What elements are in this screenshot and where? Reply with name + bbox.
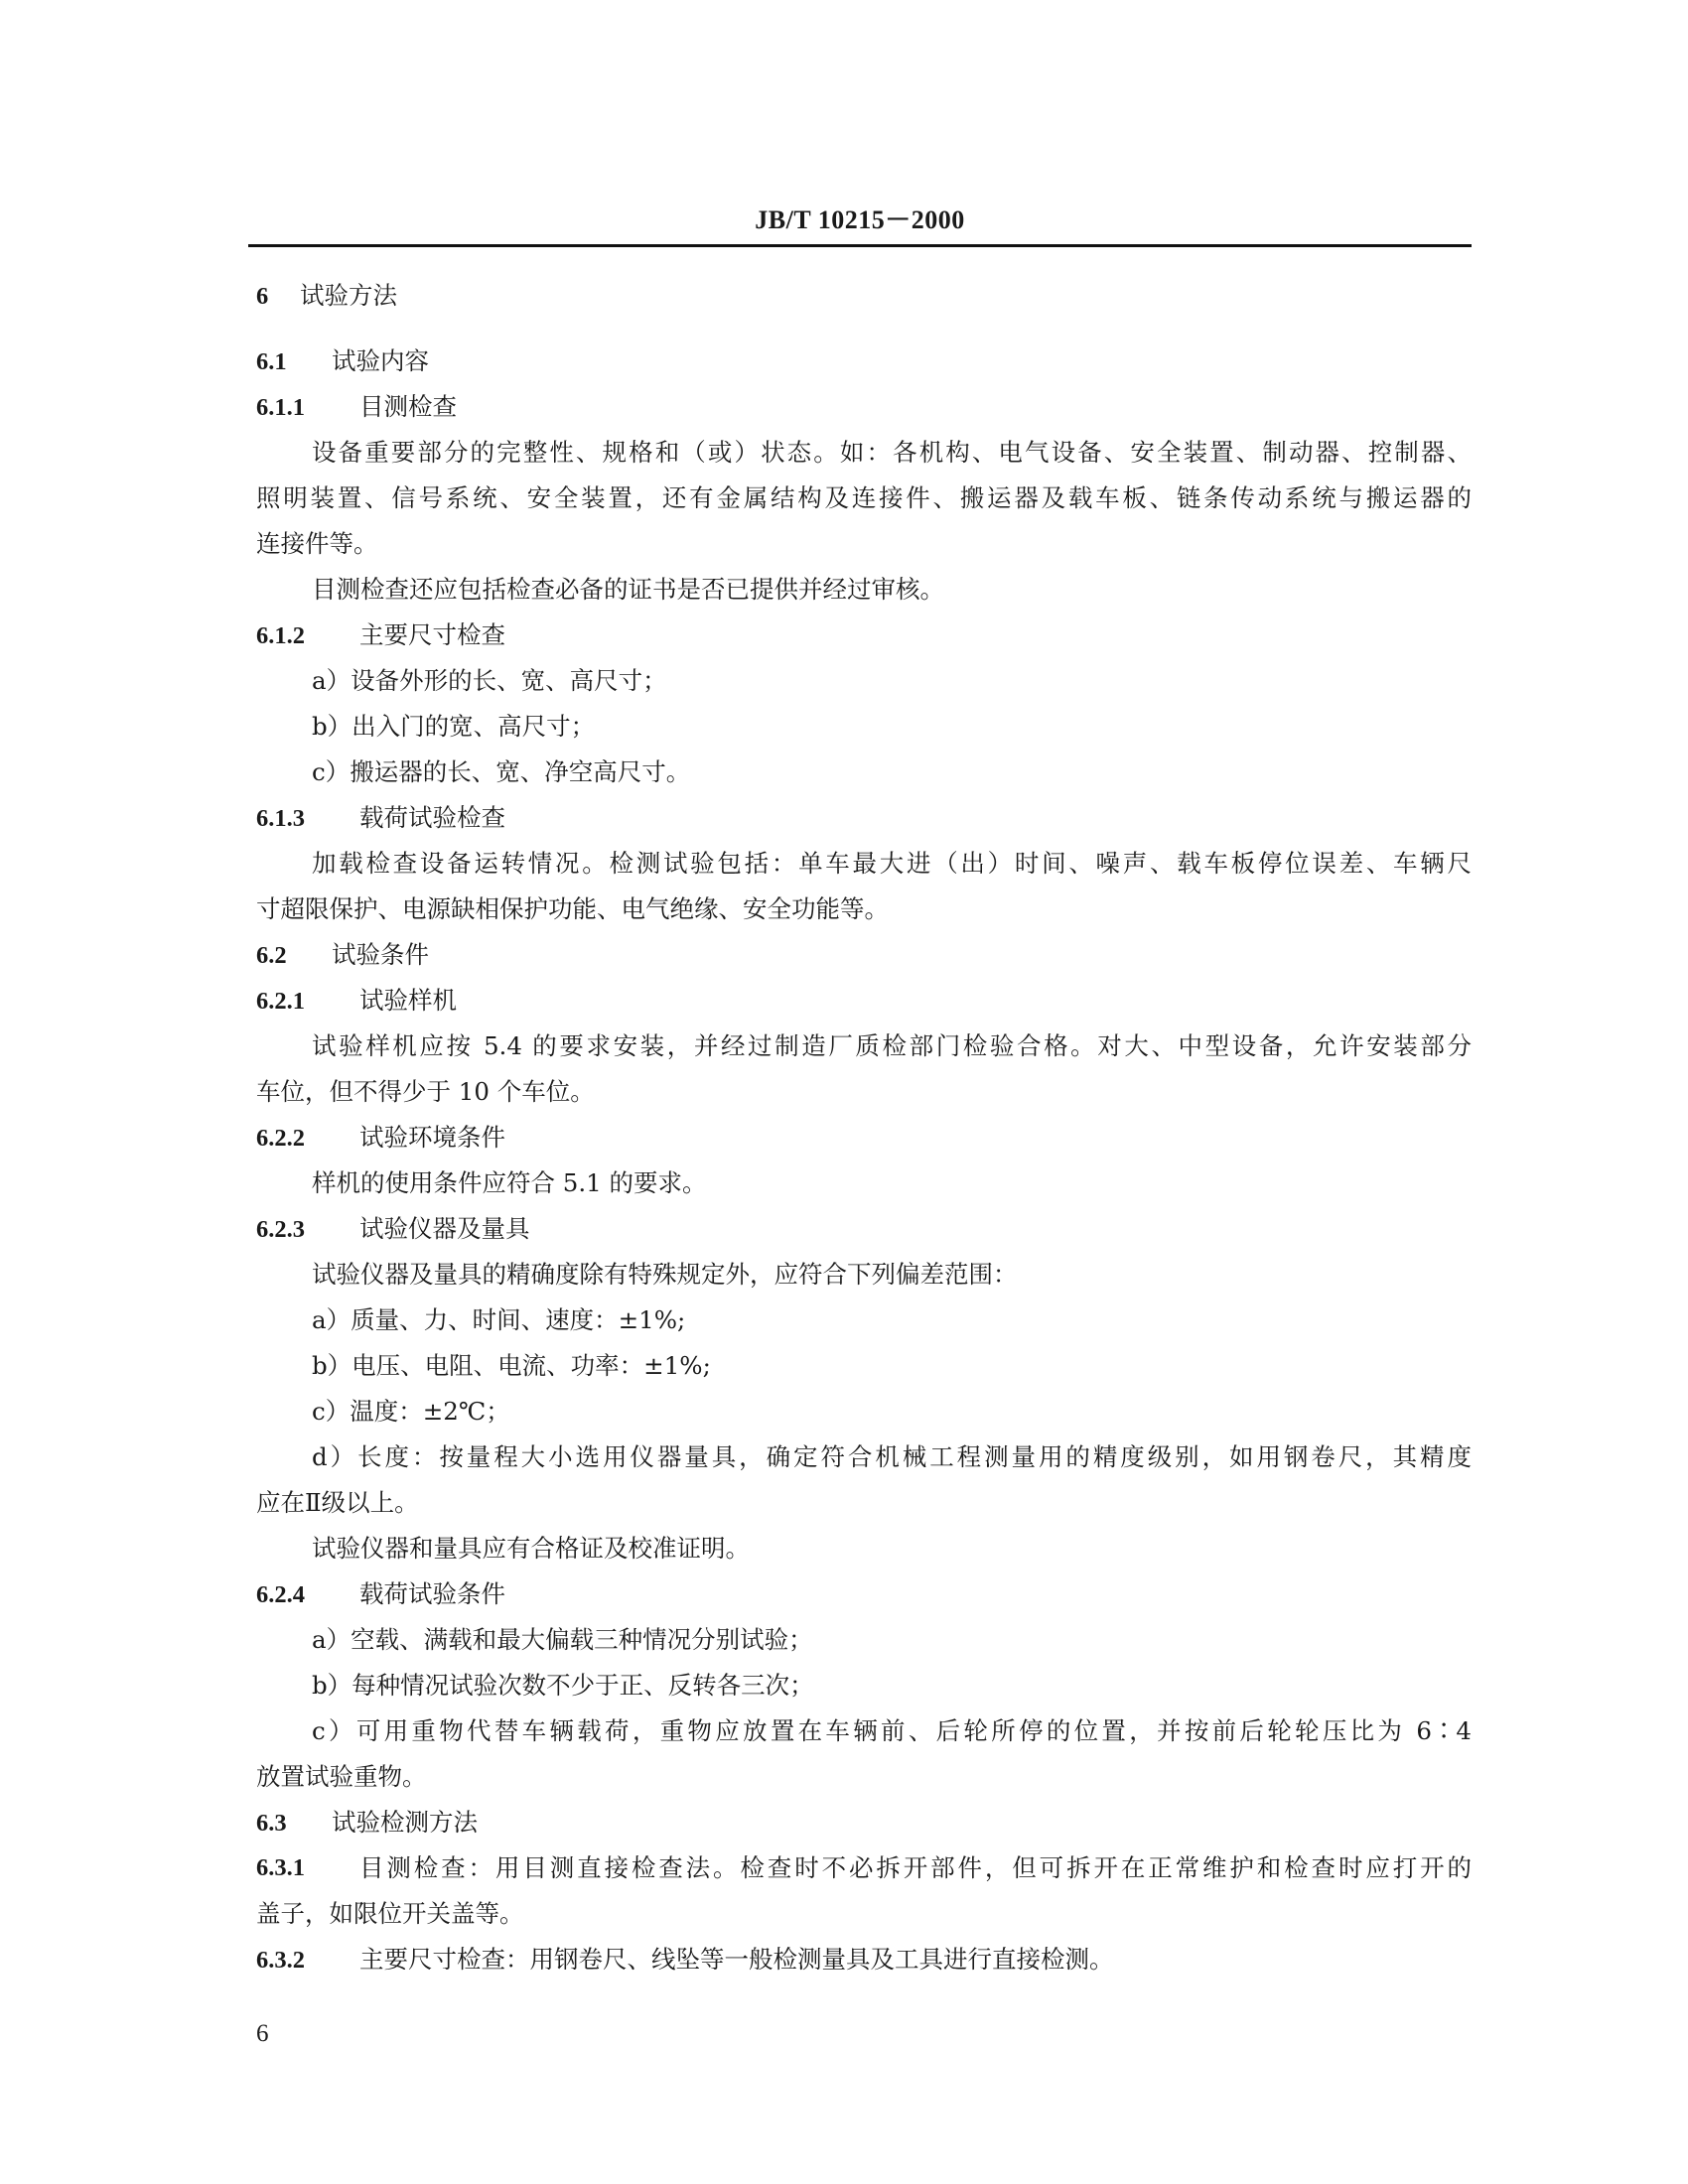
- clause-text: 目测检查：用目测直接检查法。检查时不必拆开部件，但可拆开在正常维护和检查时应打开的: [359, 1853, 1472, 1882]
- paragraph-line: [256, 476, 1472, 521]
- paragraph-line: [256, 1024, 1472, 1069]
- clause-number: 6.3.1: [256, 1854, 305, 1881]
- text: 照明装置、信号系统、安全装置，还有金属结构及连接件、搬运器及载车板、链条传动系统与搬运器的: [256, 483, 1472, 512]
- clause-number: 6.1.2: [256, 622, 305, 649]
- section-number: 6: [256, 283, 269, 310]
- clause-heading: [256, 1845, 1472, 1891]
- document-header: JB/T 10215－2000: [755, 205, 965, 234]
- clause-number: 6.3.2: [256, 1947, 305, 1974]
- clause-heading: [256, 1571, 1472, 1617]
- paragraph-line: 车位，但不得少于 10 个车位。: [256, 1077, 595, 1106]
- list-item: b）出入门的宽、高尺寸；: [312, 712, 596, 741]
- subsection-number: 6.1: [256, 348, 287, 375]
- clause-title: 目测检查: [359, 392, 457, 421]
- text: c）可用重物代替车辆载荷，重物应放置在车辆前、后轮所停的位置，并按前后轮轮压比为 6∶4: [312, 1716, 1472, 1745]
- clause-number: 6.2.1: [256, 988, 305, 1015]
- clause-title: 载荷试验检查: [359, 803, 505, 832]
- paragraph-line: 目测检查还应包括检查必备的证书是否已提供并经过审核。: [312, 575, 944, 604]
- clause-heading: [256, 384, 1472, 430]
- list-item: a）空载、满载和最大偏载三种情况分别试验；: [312, 1625, 813, 1654]
- text: 设备重要部分的完整性、规格和（或）状态。如：各机构、电气设备、安全装置、制动器、控制器、: [312, 438, 1472, 467]
- paragraph-line: 盖子，如限位开关盖等。: [256, 1899, 524, 1928]
- subsection-number: 6.2: [256, 942, 287, 969]
- clause-number: 6.1.1: [256, 394, 305, 421]
- subsection-title: 试验内容: [332, 346, 429, 375]
- clause-text: 主要尺寸检查：用钢卷尺、线坠等一般检测量具及工具进行直接检测。: [359, 1945, 1114, 1974]
- clause-heading: [256, 795, 1472, 841]
- clause-number: 6.2.3: [256, 1216, 305, 1243]
- list-item: c）搬运器的长、宽、净空高尺寸。: [312, 757, 691, 786]
- clause-title: 主要尺寸检查: [359, 620, 505, 649]
- text: 试验样机应按 5.4 的要求安装，并经过制造厂质检部门检验合格。对大、中型设备，允许安装部分: [312, 1031, 1472, 1060]
- paragraph-line: 寸超限保护、电源缺相保护功能、电气绝缘、安全功能等。: [256, 894, 889, 923]
- subsection-heading: [256, 932, 1472, 978]
- clause-heading: [256, 613, 1472, 658]
- clause-heading: [256, 1115, 1472, 1160]
- subsection-title: 试验检测方法: [332, 1808, 478, 1837]
- list-item: b）每种情况试验次数不少于正、反转各三次；: [312, 1671, 814, 1700]
- subsection-number: 6.3: [256, 1810, 287, 1837]
- clause-heading: [256, 978, 1472, 1024]
- paragraph-line: [256, 430, 1472, 476]
- section-title: 试验方法: [300, 281, 397, 310]
- clause-number: 6.1.3: [256, 805, 305, 832]
- subsection-heading: [256, 339, 1472, 384]
- section-heading: [256, 273, 1472, 319]
- list-item: c）温度：±2℃；: [312, 1397, 510, 1426]
- paragraph-line: 样机的使用条件应符合 5.1 的要求。: [312, 1168, 707, 1197]
- paragraph-line: [256, 841, 1472, 887]
- clause-title: 载荷试验条件: [359, 1579, 505, 1608]
- text: d）长度：按量程大小选用仪器量具，确定符合机械工程测量用的精度级别，如用钢卷尺，其精度: [312, 1442, 1472, 1471]
- clause-heading: [256, 1206, 1472, 1252]
- paragraph-line: 连接件等。: [256, 529, 378, 558]
- document-body: [256, 273, 1472, 1982]
- page-number: 6: [256, 2020, 269, 2047]
- list-item: a）质量、力、时间、速度：±1%;: [312, 1305, 686, 1334]
- clause-number: 6.2.4: [256, 1581, 305, 1608]
- text: 加载检查设备运转情况。检测试验包括：单车最大进（出）时间、噪声、载车板停位误差、车辆尺: [312, 849, 1472, 878]
- clause-title: 试验样机: [359, 986, 457, 1015]
- list-item: b）电压、电阻、电流、功率：±1%;: [312, 1351, 711, 1380]
- clause-heading: [256, 1937, 1472, 1982]
- paragraph-line: 试验仪器和量具应有合格证及校准证明。: [312, 1534, 750, 1563]
- list-item: a）设备外形的长、宽、高尺寸；: [312, 666, 667, 695]
- list-item: [256, 1708, 1472, 1754]
- paragraph-line: 应在Ⅱ级以上。: [256, 1488, 419, 1517]
- header-rule: [248, 244, 1472, 247]
- clause-title: 试验仪器及量具: [359, 1214, 530, 1243]
- list-item: [256, 1434, 1472, 1480]
- clause-title: 试验环境条件: [359, 1123, 505, 1152]
- paragraph-line: 试验仪器及量具的精确度除有特殊规定外，应符合下列偏差范围：: [312, 1260, 1018, 1289]
- subsection-heading: [256, 1800, 1472, 1845]
- clause-number: 6.2.2: [256, 1125, 305, 1152]
- subsection-title: 试验条件: [332, 940, 429, 969]
- paragraph-line: 放置试验重物。: [256, 1762, 427, 1791]
